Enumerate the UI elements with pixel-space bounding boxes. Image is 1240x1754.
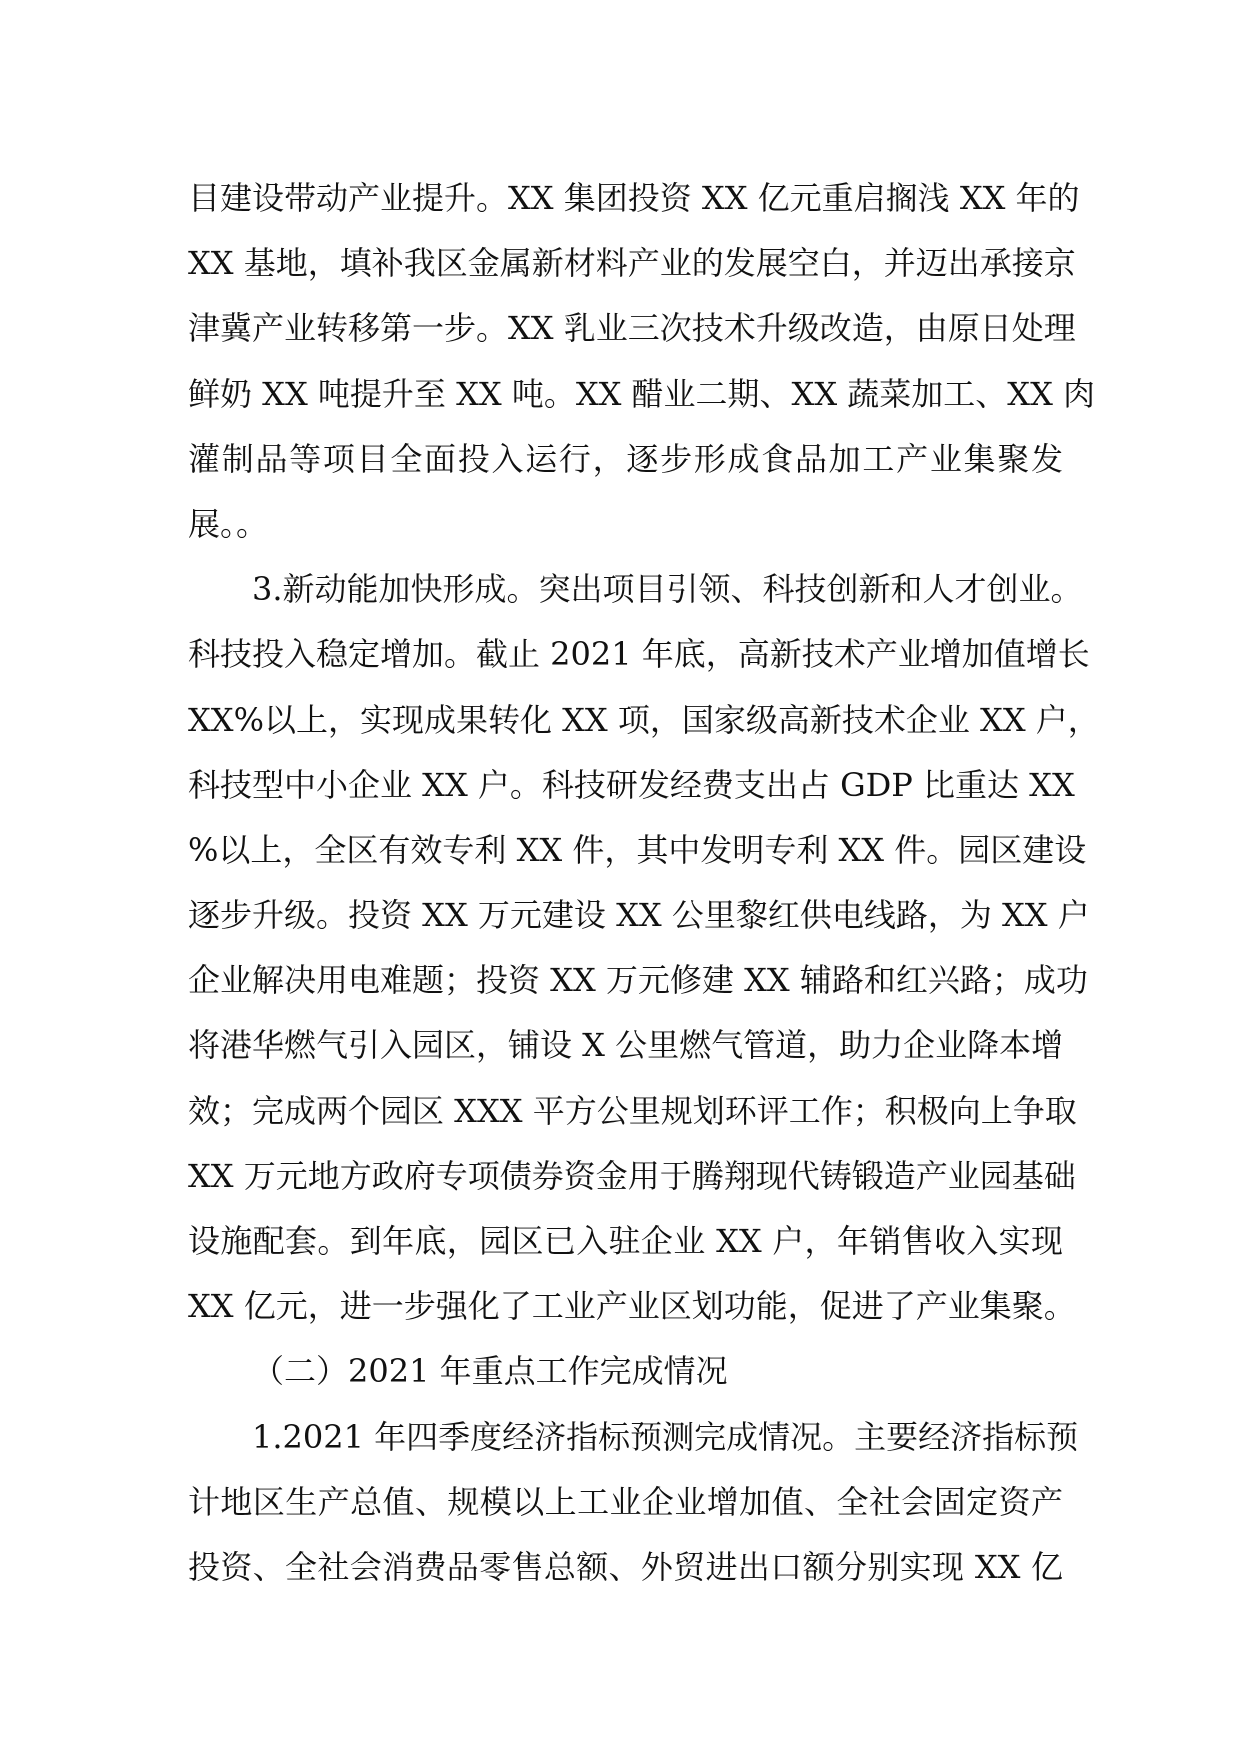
text-line: 津冀产业转移第一步。XX 乳业三次技术升级改造，由原日处理 [188, 309, 1076, 348]
text-line: 设施配套。到年底，园区已入驻企业 XX 户，年销售收入实现 [188, 1222, 1063, 1260]
text-line: %以上，全区有效专利 XX 件，其中发明专利 XX 件。园区建设 [188, 830, 1087, 869]
text-line: 灌制品等项目全面投入运行，逐步形成食品加工产业集聚发 [188, 439, 1063, 478]
text-line: 效；完成两个园区 XXX 平方公里规划环评工作；积极向上争取 [188, 1091, 1077, 1130]
text-line: 计地区生产总值、规模以上工业企业增加值、全社会固定资产 [188, 1482, 1063, 1521]
text-line: 企业解决用电难题；投资 XX 万元修建 XX 辅路和红兴路；成功 [188, 961, 1088, 1000]
text-line: 科技投入稳定增加。截止 2021 年底，高新技术产业增加值增长 [188, 635, 1090, 674]
paragraph-heading-line: 3.新动能加快形成。突出项目引领、科技创新和人才创业。 [252, 570, 1083, 609]
text-line: 鲜奶 XX 吨提升至 XX 吨。XX 醋业二期、XX 蔬菜加工、XX 肉 [188, 374, 1096, 413]
text-line: XX 万元地方政府专项债券资金用于腾翔现代铸锻造产业园基础 [188, 1156, 1076, 1195]
text-line: 将港华燃气引入园区，铺设 X 公里燃气管道，助力企业降本增 [188, 1026, 1064, 1065]
text-line: 投资、全社会消费品零售总额、外贸进出口额分别实现 XX 亿 [188, 1547, 1063, 1586]
text-line: XX%以上，实现成果转化 XX 项，国家级高新技术企业 XX 户， [188, 700, 1100, 739]
text-line: 科技型中小企业 XX 户。科技研发经费支出占 GDP 比重达 XX [188, 765, 1075, 804]
body-text [188, 166, 1100, 1600]
text-line: 逐步升级。投资 XX 万元建设 XX 公里黎红供电线路，为 XX 户 [188, 896, 1090, 935]
text-line: 目建设带动产业提升。XX 集团投资 XX 亿元重启搁浅 XX 年的 [188, 179, 1080, 217]
paragraph-heading-line: 1.2021 年四季度经济指标预测完成情况。主要经济指标预 [252, 1417, 1079, 1456]
text-line: XX 亿元，进一步强化了工业产业区划功能，促进了产业集聚。 [188, 1287, 1076, 1326]
text-line: XX 基地，填补我区金属新材料产业的发展空白，并迈出承接京 [188, 244, 1076, 283]
text-line: 展。。 [188, 504, 269, 543]
section-heading: （二）2021 年重点工作完成情况 [252, 1352, 728, 1391]
